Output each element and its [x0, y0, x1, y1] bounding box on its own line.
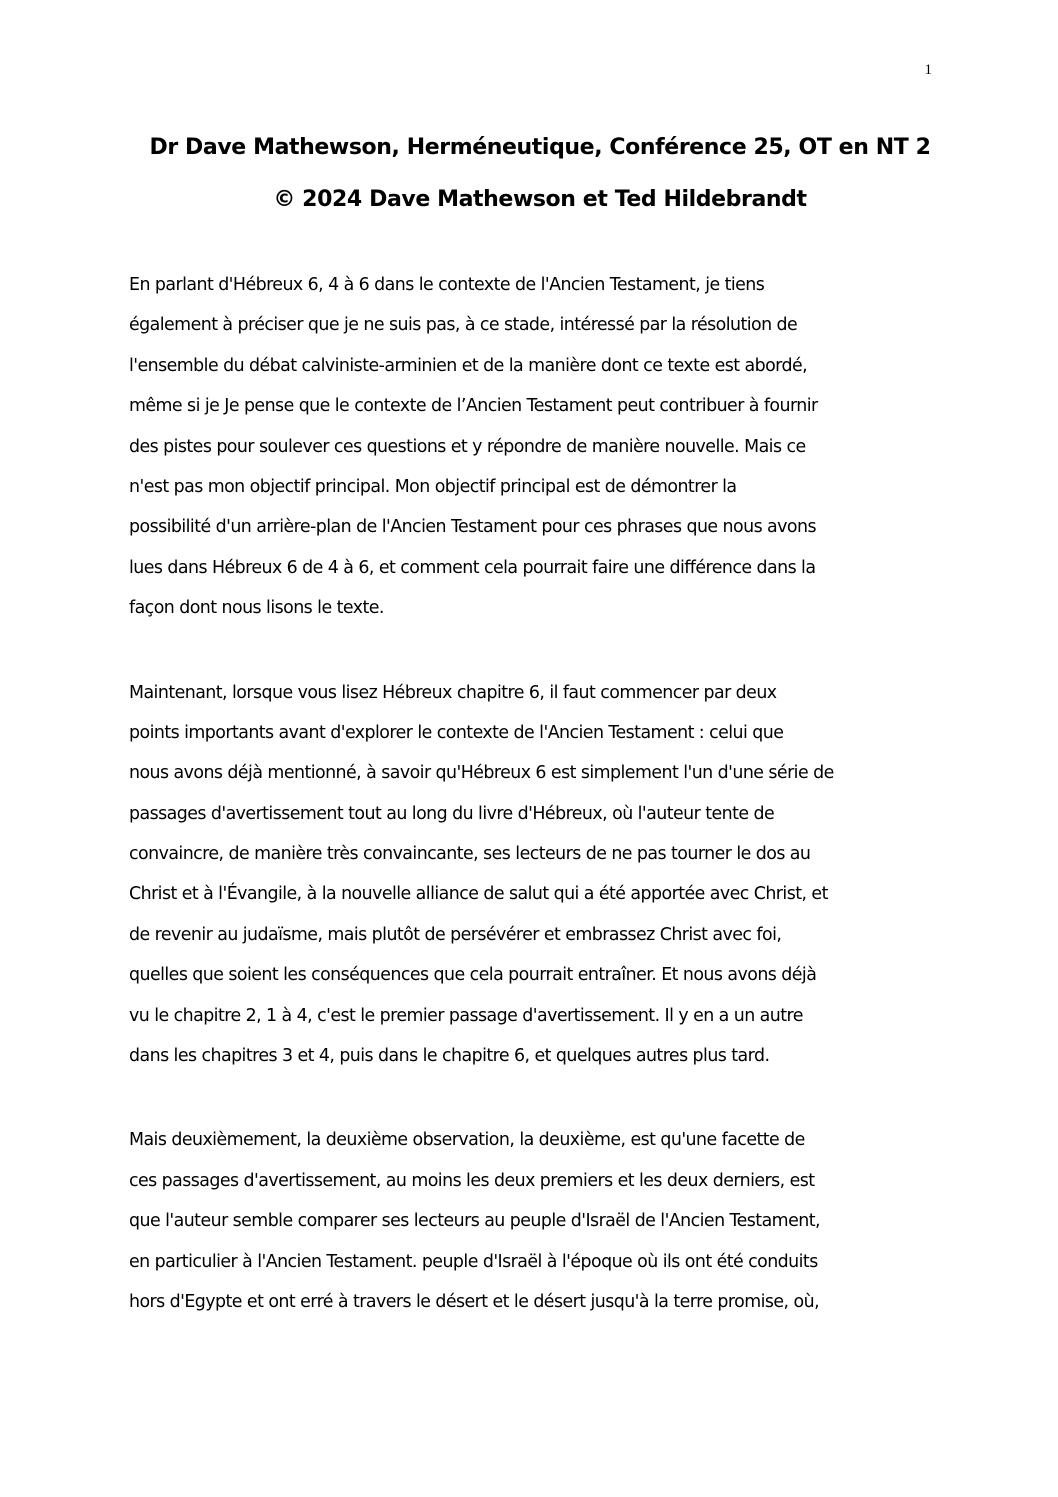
text-line: vu le chapitre 2, 1 à 4, c'est le premier passage d'avertissement. Il y en a un autre	[129, 1005, 803, 1026]
text-line: points importants avant d'explorer le contexte de l'Ancien Testament : celui que	[129, 722, 784, 743]
text-line: nous avons déjà mentionné, à savoir qu'Hébreux 6 est simplement l'un d'une série de	[129, 763, 834, 784]
text-line: ces passages d'avertissement, au moins les deux premiers et les deux derniers, est	[129, 1170, 815, 1191]
text-line: que l'auteur semble comparer ses lecteurs au peuple d'Israël de l'Ancien Testament,	[129, 1211, 820, 1232]
page-number: 1	[924, 62, 932, 78]
text-line: convaincre, de manière très convaincante, ses lecteurs de ne pas tourner le dos au	[129, 844, 811, 865]
text-line: Mais deuxièmement, la deuxième observation, la deuxième, est qu'une facette de	[129, 1130, 805, 1151]
text-line: dans les chapitres 3 et 4, puis dans le chapitre 6, et quelques autres plus tard.	[129, 1046, 770, 1067]
text-line: des pistes pour soulever ces questions et y répondre de manière nouvelle. Mais ce	[129, 436, 806, 457]
text-line: même si je Je pense que le contexte de l’Ancien Testament peut contribuer à fournir	[129, 396, 818, 417]
text-line: de revenir au judaïsme, mais plutôt de persévérer et embrassez Christ avec foi,	[129, 924, 782, 945]
text-line: passages d'avertissement tout au long du livre d'Hébreux, où l'auteur tente de	[129, 803, 775, 824]
title-line-2: © 2024 Dave Mathewson et Ted Hildebrandt	[273, 187, 807, 212]
text-line: également à préciser que je ne suis pas, à ce stade, intéressé par la résolution de	[129, 315, 798, 336]
text-line: n'est pas mon objectif principal. Mon objectif principal est de démontrer la	[129, 476, 737, 497]
text-line: hors d'Egypte et ont erré à travers le désert et le désert jusqu'à la terre promise, où,	[129, 1291, 820, 1312]
text-line: En parlant d'Hébreux 6, 4 à 6 dans le contexte de l'Ancien Testament, je tiens	[129, 275, 765, 295]
text-line: possibilité d'un arrière-plan de l'Ancien Testament pour ces phrases que nous avons	[129, 517, 816, 538]
text-line: en particulier à l'Ancien Testament. peuple d'Israël à l'époque où ils ont été conduits	[129, 1251, 818, 1272]
text-line: Maintenant, lorsque vous lisez Hébreux chapitre 6, il faut commencer par deux	[129, 682, 777, 703]
title-line-1: Dr Dave Mathewson, Herméneutique, Conférence 25, OT en NT 2	[149, 135, 931, 160]
paragraph-3	[129, 1125, 937, 1327]
text-line: quelles que soient les conséquences que cela pourrait entraîner. Et nous avons déjà	[129, 965, 817, 986]
document-title	[100, 130, 980, 234]
paragraph-2	[129, 678, 937, 1082]
text-line: Christ et à l'Évangile, à la nouvelle alliance de salut qui a été apportée avec Christ, et	[129, 884, 828, 905]
text-line: façon dont nous lisons le texte.	[129, 598, 384, 619]
text-line: lues dans Hébreux 6 de 4 à 6, et comment cela pourrait faire une différence dans la	[129, 557, 816, 578]
paragraph-1	[129, 270, 937, 634]
body-text	[129, 270, 937, 1371]
text-line: l'ensemble du débat calviniste-arminien et de la manière dont ce texte est abordé,	[129, 355, 808, 376]
